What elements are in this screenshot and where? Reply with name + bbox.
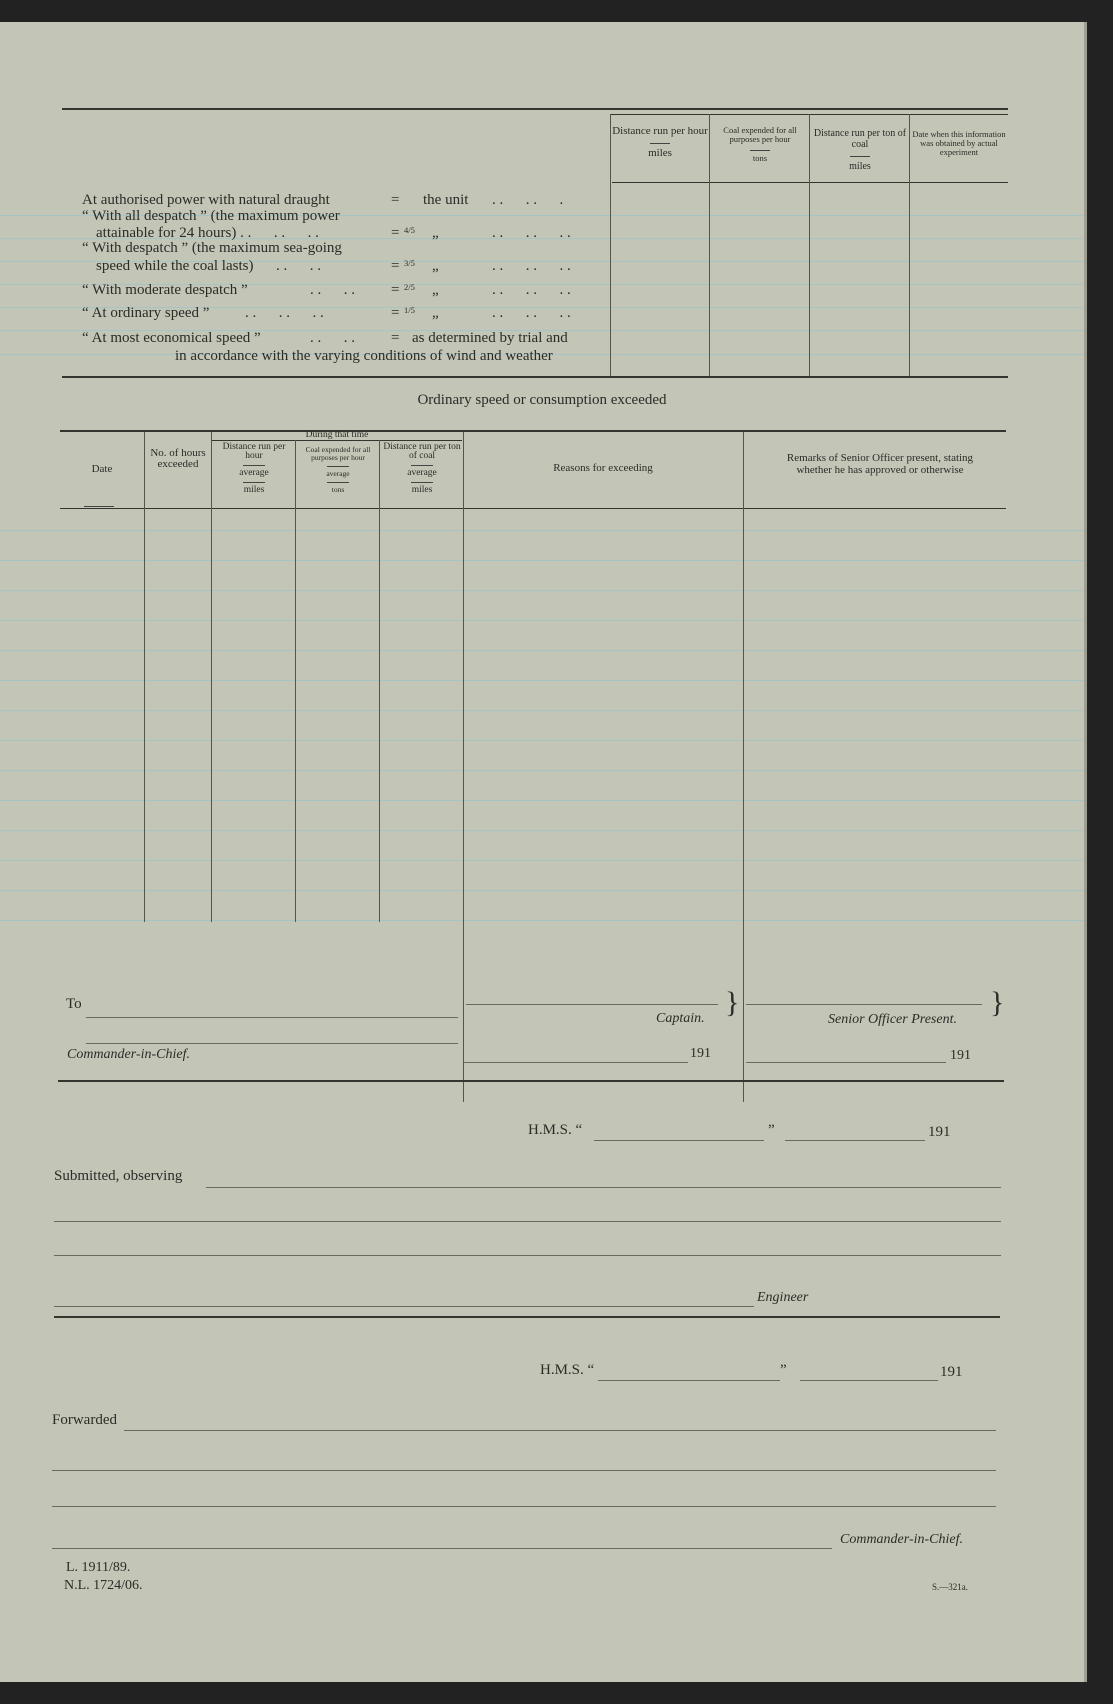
header-avg-distance-per-ton: Distance run per ton of coal average miles: [383, 442, 461, 495]
submitted-observing-label: Submitted, observing: [54, 1168, 183, 1184]
year-191-captain: 191: [690, 1046, 711, 1061]
row-ordinary-speed-label: “ At ordinary speed ”: [82, 305, 210, 321]
fraction-4-5: 4/5: [404, 225, 415, 235]
senior-officer-date-field[interactable]: [746, 1062, 946, 1063]
header-avg-distance-per-hour: Distance run per hour average miles: [222, 442, 286, 495]
cinc-label: Commander-in-Chief.: [67, 1047, 190, 1062]
date-field-2[interactable]: [800, 1380, 938, 1381]
reference-l: L. 1911/89.: [66, 1560, 131, 1575]
header-date: Date: [91, 463, 113, 475]
to-field[interactable]: [86, 1017, 458, 1018]
header-distance-per-hour: Distance run per hour miles: [612, 125, 708, 159]
header-coal-per-hour: Coal expended for all purposes per hour tons: [723, 125, 797, 163]
header-distance-per-ton: Distance run per ton of coal miles: [813, 128, 907, 172]
fraction-3-5: 3/5: [404, 258, 415, 268]
observation-line-3[interactable]: [54, 1255, 1001, 1256]
senior-officer-label: Senior Officer Present.: [828, 1012, 957, 1027]
header-remarks: Remarks of Senior Officer present, stating whether he has approved or otherwise: [786, 452, 974, 476]
row-all-despatch-label: “ With all despatch ” (the maximum power: [82, 208, 340, 224]
fraction-1-5: 1/5: [404, 305, 415, 315]
captain-label: Captain.: [656, 1011, 705, 1026]
row-moderate-despatch-label: “ With moderate despatch ”: [82, 282, 248, 298]
hms-label-2: H.M.S. “: [540, 1362, 595, 1378]
captain-signature-field[interactable]: [466, 1004, 718, 1005]
engineer-label: Engineer: [757, 1290, 809, 1305]
ship-name-field-2[interactable]: [598, 1380, 780, 1381]
to-label: To: [66, 996, 82, 1012]
engineer-signature-field[interactable]: [54, 1306, 754, 1307]
form-sheet: Distance run per hour miles Coal expended for all purposes per hour tons Distance run per ton of coal miles Date when this information was obtained by actual experiment At authorised power with natural draught = the unit . . . . . “ With all despatch ” (the maximum power attainable for 24 hours) . . . . . . = 4/5 „ . . . . . . “ With despatch ” (the maximum sea-going speed while the coal lasts) . . . . = 3/5 „ . . . . . . “ With moderate despatch ” . . . . = 2/5 „ . . . . . . “ At ordinary speed ” . . . . . . = 1/5 „ . . . . . . “ At most economical speed ” . . . . = as determined by trial and in accordance with the varying conditions of wind and weather Ordinary speed or consumption exceeded During that time Date No. of hours exceeded Distance run per hour average miles Coal expended for all purposes per hour average tons Distance run per ton of coal average miles Reasons for exceeding Remarks of Senior Officer present, stating whether he has approved or otherwise To Commander-in-Chief. Captain. } 191 Senior Officer Present. } 191 H.M.S. “ ” 191 Submitted, observing Engineer H.M.S. “ ” 191 Forwarded Commander-in-Chief. L. 1911/89. N.L. 1724/06. S.—321a.: [0, 22, 1087, 1682]
reference-nl: N.L. 1724/06.: [64, 1578, 143, 1593]
top-rule: [62, 108, 1008, 110]
row-despatch-label: “ With despatch ” (the maximum sea-going: [82, 240, 342, 256]
header-reasons: Reasons for exceeding: [553, 462, 653, 474]
row-economical-speed-label: “ At most economical speed ”: [82, 330, 261, 346]
forward-line-1[interactable]: [124, 1430, 996, 1431]
header-hours-exceeded: No. of hours exceeded: [150, 447, 206, 470]
fraction-2-5: 2/5: [404, 282, 415, 292]
bottom-table-top-rule: [60, 430, 1006, 432]
year-191-engineer: 191: [928, 1124, 951, 1140]
block-divider-2: [54, 1316, 1000, 1318]
section-title: Ordinary speed or consumption exceeded: [417, 392, 667, 408]
form-number: S.—321a.: [932, 1582, 968, 1592]
block-divider-1: [58, 1080, 1004, 1082]
row-natural-draught-label: At authorised power with natural draught: [82, 192, 330, 208]
during-that-time-label: During that time: [305, 430, 369, 440]
hms-label-1: H.M.S. “: [528, 1122, 583, 1138]
year-191-senior: 191: [950, 1048, 971, 1063]
date-field-1[interactable]: [785, 1140, 925, 1141]
senior-officer-signature-field[interactable]: [746, 1004, 982, 1005]
header-avg-coal-per-hour: Coal expended for all purposes per hour average tons: [305, 445, 371, 494]
ship-name-field-1[interactable]: [594, 1140, 764, 1141]
observation-line-2[interactable]: [54, 1221, 1001, 1222]
captain-date-field[interactable]: [464, 1062, 688, 1063]
forward-line-2[interactable]: [52, 1470, 996, 1471]
cinc-signature-field[interactable]: [52, 1548, 832, 1549]
forwarded-label: Forwarded: [52, 1412, 117, 1428]
forward-line-3[interactable]: [52, 1506, 996, 1507]
row-natural-draught-value: the unit: [423, 192, 469, 208]
header-date-experiment: Date when this information was obtained by actual experiment: [912, 129, 1006, 157]
top-table-bottom-rule: [62, 376, 1008, 378]
year-191-forward: 191: [940, 1364, 963, 1380]
forward-cinc-label: Commander-in-Chief.: [840, 1532, 963, 1547]
observation-line-1[interactable]: [206, 1187, 1001, 1188]
